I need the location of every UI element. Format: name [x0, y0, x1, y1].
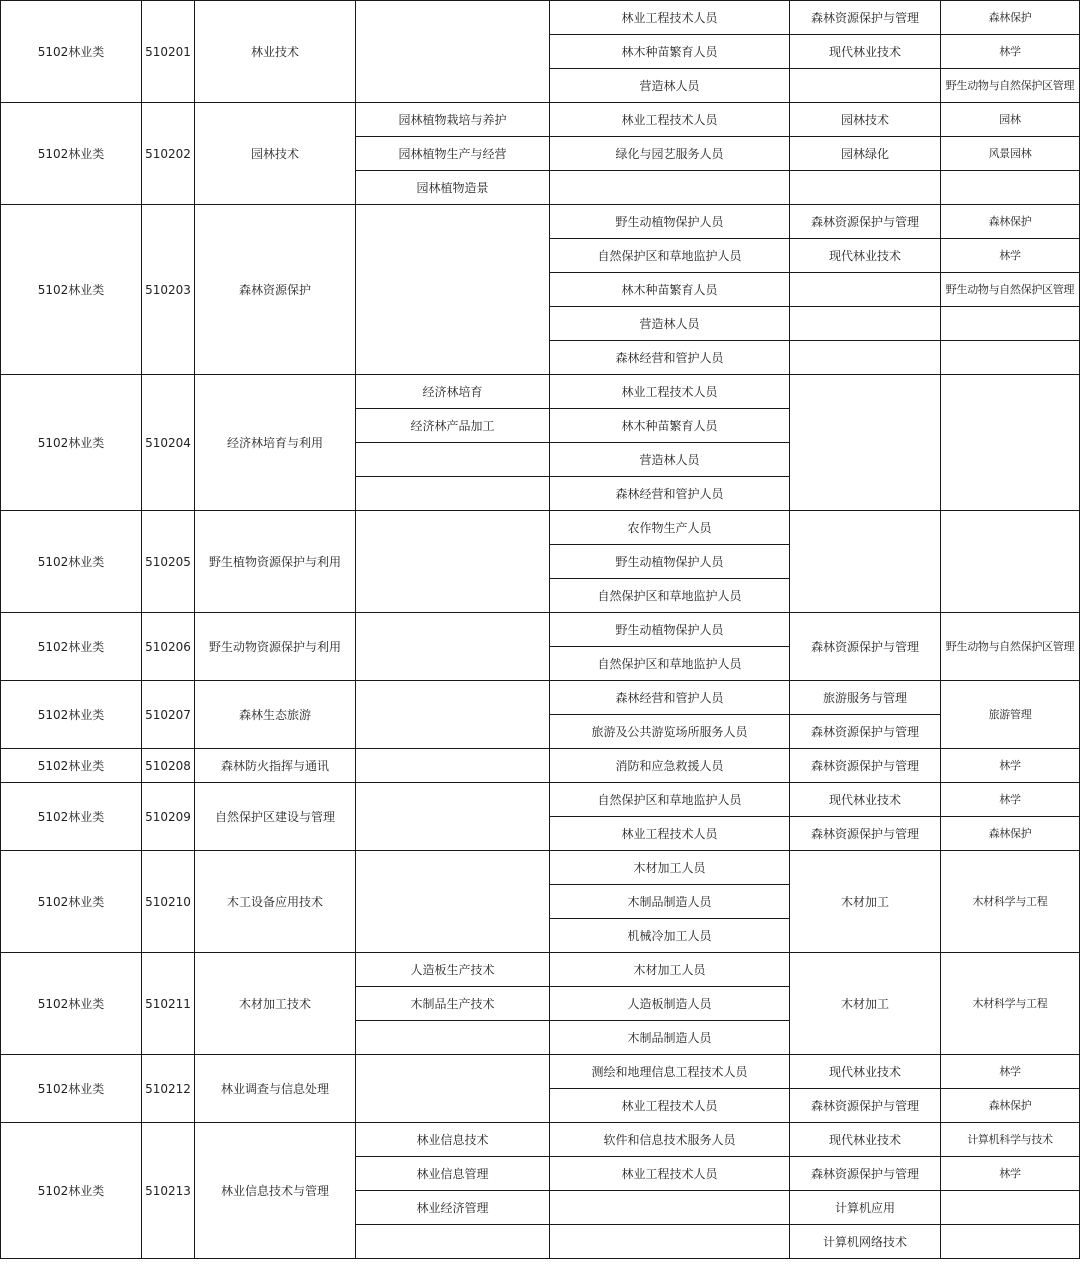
secondary-major-cell: 森林资源保护与管理	[790, 1, 941, 35]
major-code-cell: 510202	[142, 103, 195, 205]
secondary-major-cell: 森林资源保护与管理	[790, 205, 941, 239]
direction-cell: 林业信息管理	[356, 1157, 550, 1191]
table-row	[1, 953, 1080, 987]
direction-cell	[356, 1021, 550, 1055]
undergrad-major-cell	[941, 341, 1080, 375]
occupation-cell: 森林经营和管护人员	[550, 341, 790, 375]
direction-cell	[356, 511, 550, 613]
category-cell: 5102林业类	[1, 681, 142, 749]
occupation-cell: 林业工程技术人员	[550, 103, 790, 137]
secondary-major-cell: 计算机网络技术	[790, 1225, 941, 1259]
secondary-major-cell: 森林资源保护与管理	[790, 1089, 941, 1123]
secondary-major-cell: 森林资源保护与管理	[790, 1157, 941, 1191]
occupation-cell	[550, 1191, 790, 1225]
major-code-cell: 510203	[142, 205, 195, 375]
secondary-major-cell: 园林绿化	[790, 137, 941, 171]
direction-cell	[356, 443, 550, 477]
table-row	[1, 1055, 1080, 1089]
secondary-major-cell	[790, 171, 941, 205]
undergrad-major-cell: 森林保护	[941, 1, 1080, 35]
occupation-cell	[550, 171, 790, 205]
occupation-cell: 旅游及公共游览场所服务人员	[550, 715, 790, 749]
major-name-cell: 园林技术	[195, 103, 356, 205]
direction-cell	[356, 783, 550, 851]
secondary-major-cell: 园林技术	[790, 103, 941, 137]
major-name-cell: 野生动物资源保护与利用	[195, 613, 356, 681]
major-name-cell: 野生植物资源保护与利用	[195, 511, 356, 613]
major-name-cell: 自然保护区建设与管理	[195, 783, 356, 851]
direction-cell	[356, 205, 550, 375]
direction-cell	[356, 1225, 550, 1259]
direction-cell: 林业经济管理	[356, 1191, 550, 1225]
undergrad-major-cell	[941, 1191, 1080, 1225]
category-cell: 5102林业类	[1, 205, 142, 375]
major-code-cell: 510212	[142, 1055, 195, 1123]
secondary-major-cell: 木材加工	[790, 851, 941, 953]
direction-cell: 园林植物生产与经营	[356, 137, 550, 171]
occupation-cell: 森林经营和管护人员	[550, 477, 790, 511]
undergrad-major-cell: 林学	[941, 749, 1080, 783]
major-code-cell: 510209	[142, 783, 195, 851]
occupation-cell: 林业工程技术人员	[550, 1, 790, 35]
major-code-cell: 510205	[142, 511, 195, 613]
undergrad-major-cell	[941, 171, 1080, 205]
major-name-cell: 森林防火指挥与通讯	[195, 749, 356, 783]
major-name-cell: 木工设备应用技术	[195, 851, 356, 953]
occupation-cell: 营造林人员	[550, 307, 790, 341]
secondary-major-cell: 现代林业技术	[790, 35, 941, 69]
undergrad-major-cell: 林学	[941, 35, 1080, 69]
occupation-cell: 木制品制造人员	[550, 1021, 790, 1055]
direction-cell	[356, 1055, 550, 1123]
category-cell: 5102林业类	[1, 1055, 142, 1123]
secondary-major-cell: 森林资源保护与管理	[790, 613, 941, 681]
major-name-cell: 林业调查与信息处理	[195, 1055, 356, 1123]
undergrad-major-cell: 森林保护	[941, 817, 1080, 851]
major-name-cell: 森林资源保护	[195, 205, 356, 375]
category-cell: 5102林业类	[1, 375, 142, 511]
occupation-cell: 林木种苗繁育人员	[550, 273, 790, 307]
occupation-cell: 林业工程技术人员	[550, 1157, 790, 1191]
undergrad-major-cell: 森林保护	[941, 1089, 1080, 1123]
undergrad-major-cell	[941, 307, 1080, 341]
direction-cell	[356, 613, 550, 681]
secondary-major-cell: 现代林业技术	[790, 1123, 941, 1157]
secondary-major-cell	[790, 273, 941, 307]
major-code-cell: 510206	[142, 613, 195, 681]
occupation-cell: 自然保护区和草地监护人员	[550, 239, 790, 273]
direction-cell	[356, 1, 550, 103]
undergrad-major-cell	[941, 375, 1080, 511]
undergrad-major-cell: 林学	[941, 783, 1080, 817]
table-row	[1, 1, 1080, 35]
occupation-cell: 木材加工人员	[550, 851, 790, 885]
occupation-cell: 自然保护区和草地监护人员	[550, 647, 790, 681]
table-row	[1, 783, 1080, 817]
undergrad-major-cell: 旅游管理	[941, 681, 1080, 749]
direction-cell: 人造板生产技术	[356, 953, 550, 987]
occupation-cell: 自然保护区和草地监护人员	[550, 579, 790, 613]
table-row	[1, 375, 1080, 409]
category-cell: 5102林业类	[1, 953, 142, 1055]
secondary-major-cell: 现代林业技术	[790, 1055, 941, 1089]
category-cell: 5102林业类	[1, 749, 142, 783]
direction-cell	[356, 851, 550, 953]
category-cell: 5102林业类	[1, 1, 142, 103]
direction-cell: 林业信息技术	[356, 1123, 550, 1157]
occupation-cell: 野生动植物保护人员	[550, 205, 790, 239]
secondary-major-cell: 木材加工	[790, 953, 941, 1055]
category-cell: 5102林业类	[1, 103, 142, 205]
major-code-cell: 510208	[142, 749, 195, 783]
occupation-cell: 林木种苗繁育人员	[550, 35, 790, 69]
occupation-cell: 自然保护区和草地监护人员	[550, 783, 790, 817]
secondary-major-cell: 森林资源保护与管理	[790, 715, 941, 749]
occupation-cell: 野生动植物保护人员	[550, 613, 790, 647]
occupation-cell: 机械冷加工人员	[550, 919, 790, 953]
occupation-cell: 人造板制造人员	[550, 987, 790, 1021]
secondary-major-cell	[790, 341, 941, 375]
category-cell: 5102林业类	[1, 613, 142, 681]
major-code-cell: 510213	[142, 1123, 195, 1259]
secondary-major-cell	[790, 375, 941, 511]
secondary-major-cell	[790, 307, 941, 341]
occupation-cell: 测绘和地理信息工程技术人员	[550, 1055, 790, 1089]
undergrad-major-cell: 森林保护	[941, 205, 1080, 239]
direction-cell: 木制品生产技术	[356, 987, 550, 1021]
undergrad-major-cell: 野生动物与自然保护区管理	[941, 273, 1080, 307]
undergrad-major-cell: 计算机科学与技术	[941, 1123, 1080, 1157]
occupation-cell	[550, 1225, 790, 1259]
occupation-cell: 消防和应急救援人员	[550, 749, 790, 783]
undergrad-major-cell	[941, 1225, 1080, 1259]
major-name-cell: 林业技术	[195, 1, 356, 103]
undergrad-major-cell: 野生动物与自然保护区管理	[941, 613, 1080, 681]
undergrad-major-cell: 林学	[941, 1157, 1080, 1191]
undergrad-major-cell: 风景园林	[941, 137, 1080, 171]
occupation-cell: 营造林人员	[550, 443, 790, 477]
secondary-major-cell: 旅游服务与管理	[790, 681, 941, 715]
occupation-cell: 木材加工人员	[550, 953, 790, 987]
occupation-cell: 林业工程技术人员	[550, 375, 790, 409]
direction-cell	[356, 749, 550, 783]
undergrad-major-cell: 木材科学与工程	[941, 851, 1080, 953]
undergrad-major-cell: 林学	[941, 1055, 1080, 1089]
direction-cell: 经济林培育	[356, 375, 550, 409]
table-row	[1, 103, 1080, 137]
table-row	[1, 681, 1080, 715]
direction-cell: 园林植物栽培与养护	[356, 103, 550, 137]
category-cell: 5102林业类	[1, 511, 142, 613]
secondary-major-cell	[790, 69, 941, 103]
occupation-cell: 绿化与园艺服务人员	[550, 137, 790, 171]
table-row	[1, 749, 1080, 783]
table-row	[1, 1123, 1080, 1157]
occupation-cell: 林木种苗繁育人员	[550, 409, 790, 443]
direction-cell: 园林植物造景	[356, 171, 550, 205]
undergrad-major-cell: 木材科学与工程	[941, 953, 1080, 1055]
direction-cell	[356, 681, 550, 749]
direction-cell: 经济林产品加工	[356, 409, 550, 443]
major-code-cell: 510201	[142, 1, 195, 103]
category-cell: 5102林业类	[1, 1123, 142, 1259]
undergrad-major-cell: 野生动物与自然保护区管理	[941, 69, 1080, 103]
secondary-major-cell: 森林资源保护与管理	[790, 749, 941, 783]
secondary-major-cell: 计算机应用	[790, 1191, 941, 1225]
major-code-cell: 510204	[142, 375, 195, 511]
major-code-cell: 510207	[142, 681, 195, 749]
major-name-cell: 森林生态旅游	[195, 681, 356, 749]
undergrad-major-cell: 林学	[941, 239, 1080, 273]
occupation-cell: 木制品制造人员	[550, 885, 790, 919]
occupation-cell: 林业工程技术人员	[550, 1089, 790, 1123]
specialty-table-body	[1, 1, 1080, 1259]
secondary-major-cell: 森林资源保护与管理	[790, 817, 941, 851]
category-cell: 5102林业类	[1, 783, 142, 851]
major-name-cell: 经济林培育与利用	[195, 375, 356, 511]
undergrad-major-cell: 园林	[941, 103, 1080, 137]
occupation-cell: 软件和信息技术服务人员	[550, 1123, 790, 1157]
table-row	[1, 205, 1080, 239]
occupation-cell: 野生动植物保护人员	[550, 545, 790, 579]
undergrad-major-cell	[941, 511, 1080, 613]
major-code-cell: 510211	[142, 953, 195, 1055]
secondary-major-cell: 现代林业技术	[790, 783, 941, 817]
occupation-cell: 营造林人员	[550, 69, 790, 103]
major-name-cell: 木材加工技术	[195, 953, 356, 1055]
table-row	[1, 851, 1080, 885]
direction-cell	[356, 477, 550, 511]
occupation-cell: 森林经营和管护人员	[550, 681, 790, 715]
occupation-cell: 林业工程技术人员	[550, 817, 790, 851]
table-row	[1, 511, 1080, 545]
category-cell: 5102林业类	[1, 851, 142, 953]
table-row	[1, 613, 1080, 647]
secondary-major-cell	[790, 511, 941, 613]
occupation-cell: 农作物生产人员	[550, 511, 790, 545]
major-code-cell: 510210	[142, 851, 195, 953]
major-name-cell: 林业信息技术与管理	[195, 1123, 356, 1259]
secondary-major-cell: 现代林业技术	[790, 239, 941, 273]
